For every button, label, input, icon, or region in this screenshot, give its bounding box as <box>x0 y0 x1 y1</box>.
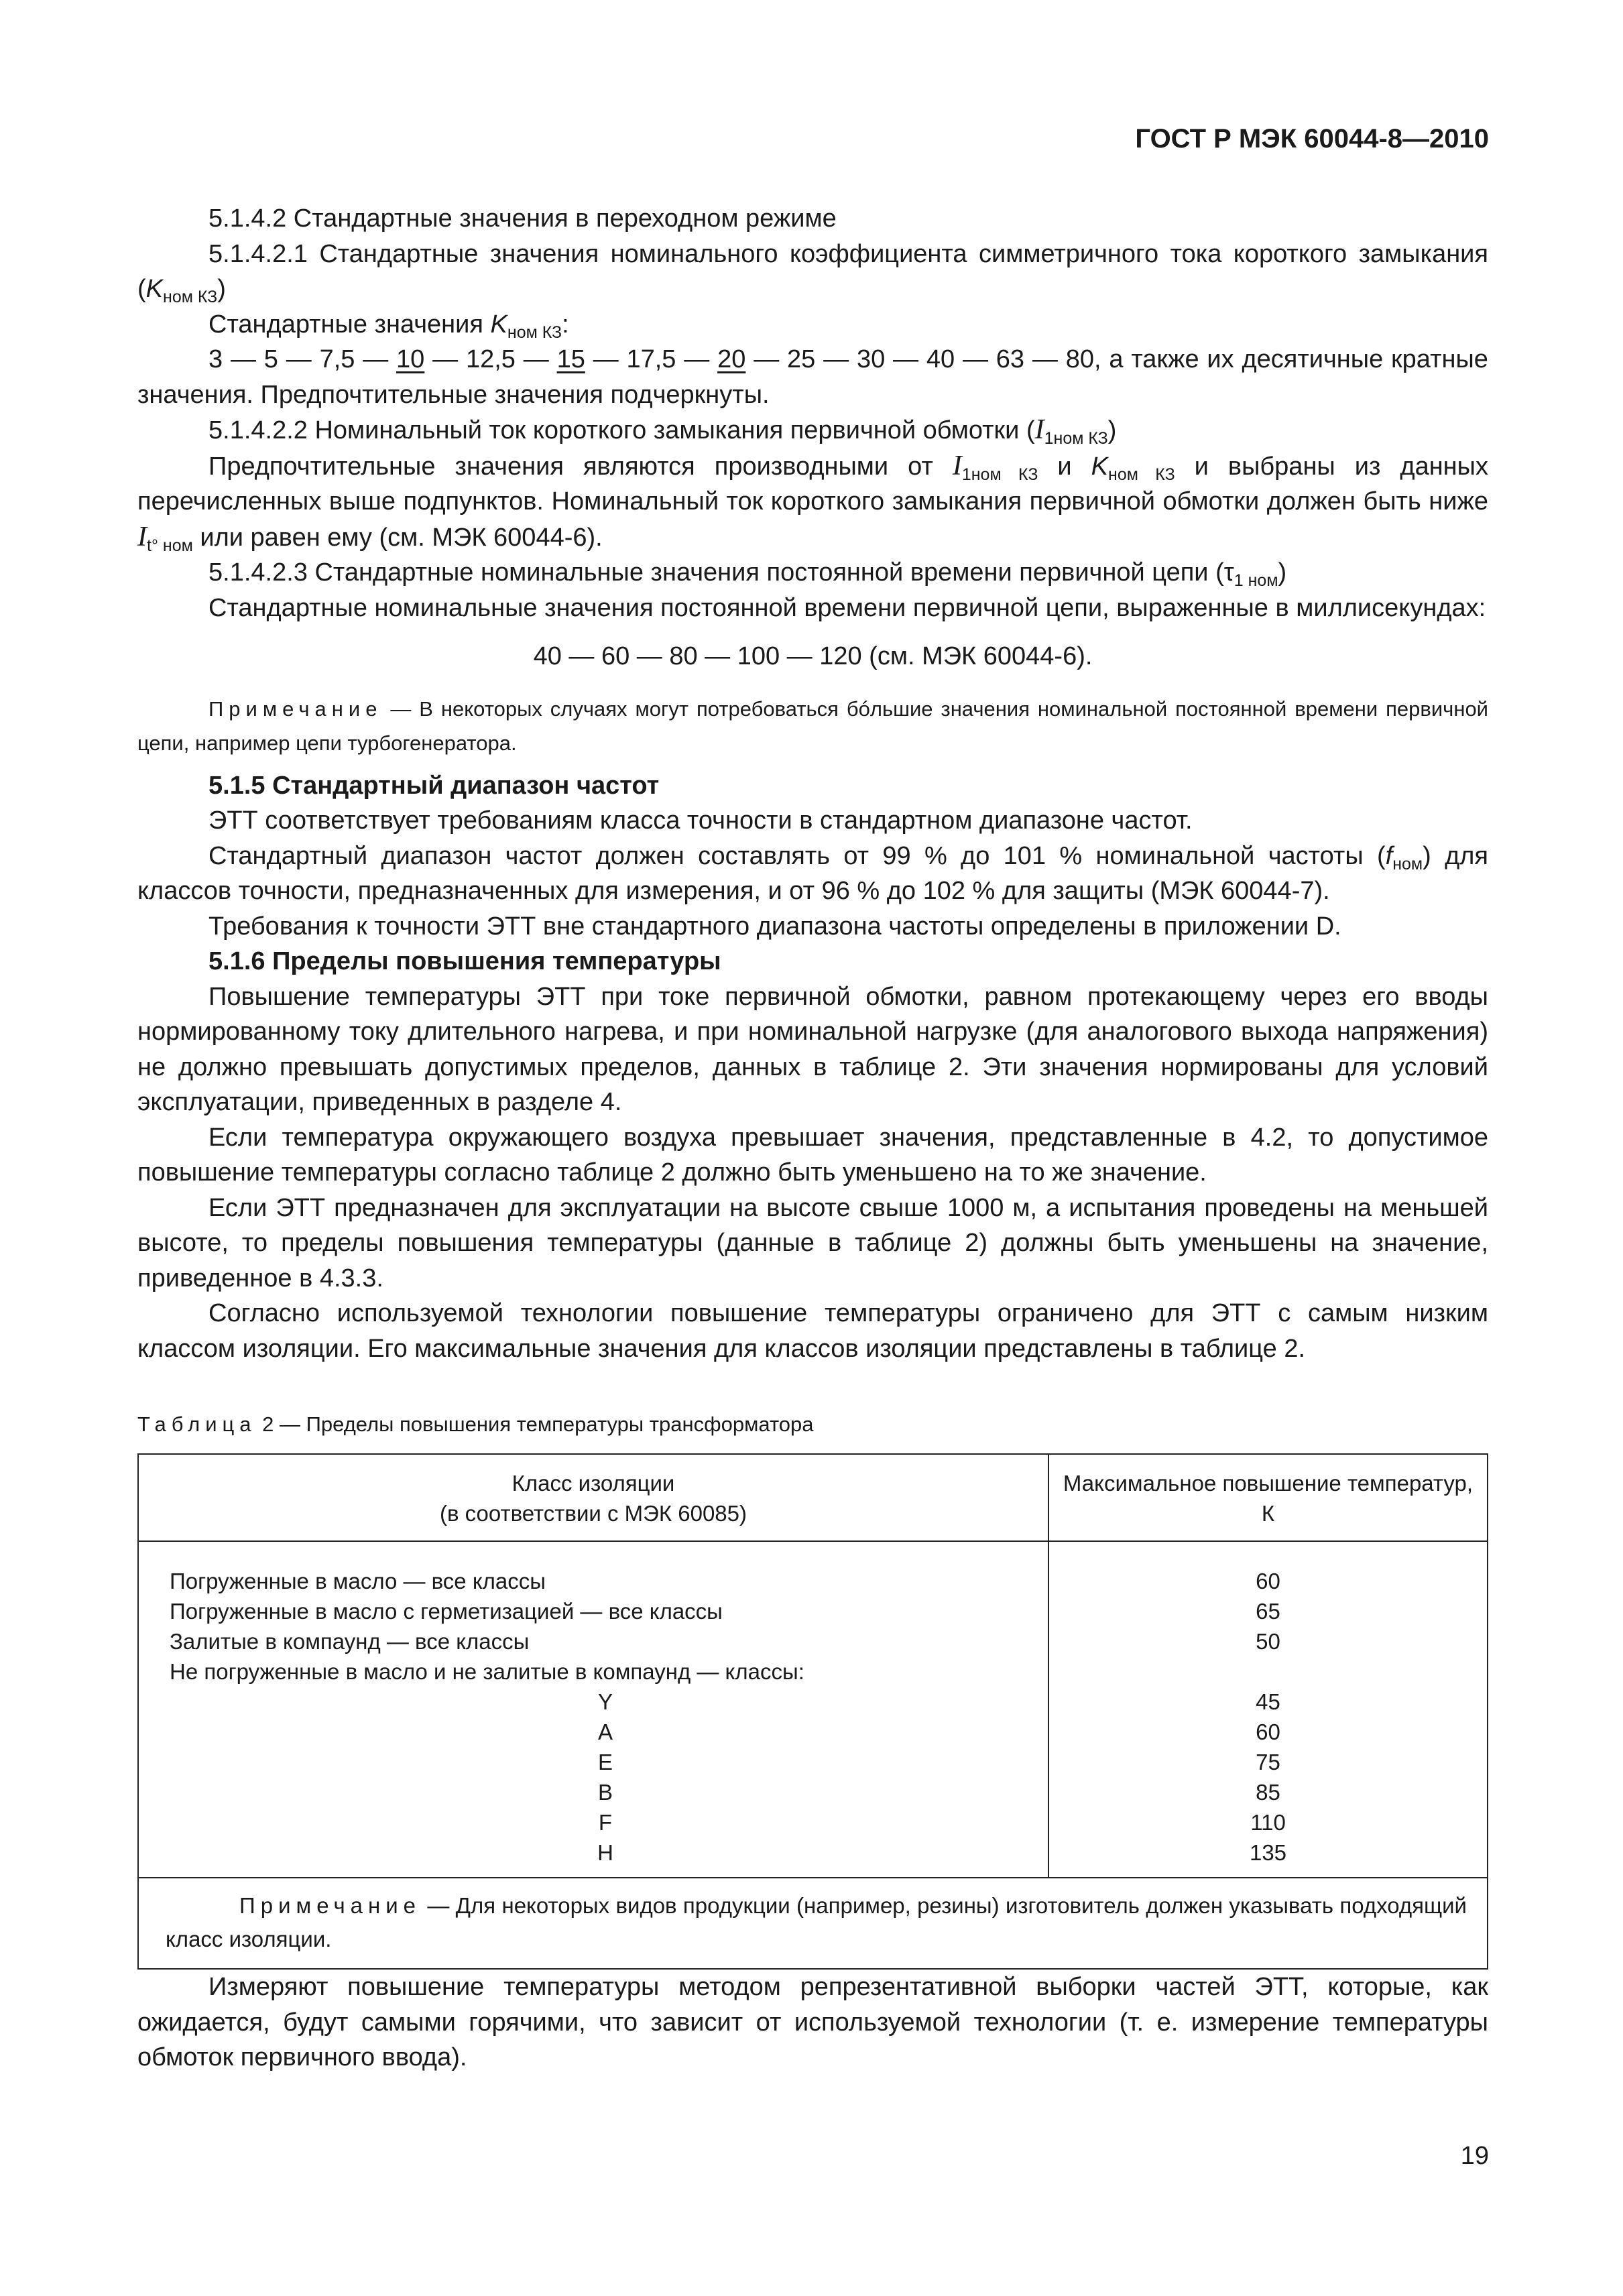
section-5-1-5-title: 5.1.5 Стандартный диапазон частот <box>208 771 660 800</box>
values-intro: Стандартные значения $K_{ном КЗ}$: <box>208 310 569 342</box>
section-5-1-4-2-1-title: 5.1.4.2.1 Стандартные значения номинального коэффициента симметричного тока короткого замыкания $(K_{ном КЗ})$ <box>137 239 1488 306</box>
section-5-1-6-p2: Если температура окружающего воздуха превышает значения, представленные в 4.2, то допустимое повышение температуры согласно таблице 2 должно быть уменьшено на то же значение. <box>137 1123 1488 1187</box>
temperature-rise-table <box>137 1453 1488 1970</box>
table-body-row <box>138 1541 1488 1878</box>
spacer <box>1056 1656 1480 1687</box>
table-caption: Таблица 2 — Пределы повышения температуры трансформатора <box>137 1412 814 1436</box>
standard-values-sequence: 3 — 5 — 7,5 — 10 — 12,5 — 15 — 17,5 — 20 — 25 — 30 — 40 — 63 — 80 <box>208 345 1094 373</box>
note-time-constant: Примечание — В некоторых случаях могут потребоваться бóльшие значения номинальной постоянной времени первичной цепи, например цепи турбогенератора. <box>137 697 1488 755</box>
standard-value: 30 <box>856 345 886 373</box>
page-number: 19 <box>1460 2142 1489 2170</box>
standard-value: 3 <box>208 345 223 373</box>
table-value: 110 <box>1250 1810 1286 1835</box>
preferred-value: 15 <box>556 345 585 373</box>
section-5-1-5-p2: Стандартный диапазон частот должен составлять от 99 % до 101 % номинальной частоты $(f_{ном})$ для классов точности, предназначенных для измерения, и от 96 % до 102 % для защиты (МЭК 60044-7). <box>137 841 1489 905</box>
table-note: Примечание — Для некоторых видов продукции (например, резины) изготовитель должен указывать подходящий класс изоляции. <box>138 1878 1488 1969</box>
table-value: 50 <box>1256 1629 1280 1654</box>
time-constant-formula: 40 — 60 — 80 — 100 — 120 (см. МЭК 60044-6). <box>533 642 1093 670</box>
section-5-1-6-p3: Если ЭТТ предназначен для эксплуатации на высоте свыше 1000 м, а испытания проведены на меньшей высоте, то пределы повышения температуры (данные в таблице 2) должны быть уменьшены на значение, приведенное в 4.3.3. <box>137 1193 1488 1292</box>
table-value: 65 <box>1256 1599 1280 1624</box>
table-value: 60 <box>1256 1719 1280 1744</box>
section-5-1-5-p3: Требования к точности ЭТТ вне стандартного диапазона частоты определены в приложении D. <box>208 912 1341 941</box>
class-letter: A <box>597 1719 613 1744</box>
section-5-1-4-2-title: 5.1.4.2 Стандартные значения в переходном режиме <box>208 204 837 233</box>
table-row: Погруженные в масло с герметизацией — все классы <box>170 1599 723 1624</box>
document-id-header: ГОСТ Р МЭК 60044-8—2010 <box>1135 124 1489 154</box>
preferred-value: 20 <box>717 345 746 373</box>
standard-values-paragraph: 3 — 5 — 7,5 — 10 — 12,5 — 15 — 17,5 — 20 — 25 — 30 — 40 — 63 — 80, а также их десятичные кратные значения. Предпочтительные значения подчеркнуты. <box>137 345 1488 409</box>
table-row: Погруженные в масло — все классы <box>170 1569 546 1593</box>
standard-value: 5 <box>263 345 278 373</box>
column-header-max-temperature-rise: Максимальное повышение температур, К <box>1048 1454 1488 1541</box>
preferred-value: 10 <box>396 345 425 373</box>
column-header-insulation-class: Класс изоляции (в соответствии с МЭК 60085) <box>138 1454 1048 1541</box>
section-5-1-4-2-2-title: 5.1.4.2.2 Номинальный ток короткого замыкания первичной обмотки $(I_{1ном КЗ})$ <box>208 414 1117 448</box>
section-5-1-6-p4: Согласно используемой технологии повышение температуры ограничено для ЭТТ с самым низким классом изоляции. Его максимальные значения для классов изоляции представлены в таблице 2. <box>137 1299 1488 1363</box>
table-value: 75 <box>1256 1750 1280 1774</box>
standard-value: 80 <box>1065 345 1094 373</box>
time-constant-paragraph: Стандартные номинальные значения постоянной времени первичной цепи, выраженные в миллисекундах: <box>208 593 1486 622</box>
table-note-row <box>138 1878 1488 1969</box>
standard-value: 40 <box>926 345 955 373</box>
class-letter: B <box>597 1780 613 1805</box>
preferred-values-paragraph: Предпочтительные значения являются производными от $I_{1ном КЗ}$ и $K_{ном КЗ}$ и выбраны из данных перечисленных выше подпунктов. Номинальный ток короткого замыкания первичной обмотки должен быть ниже $I_{t^\circ ном}$ или равен ему (см. МЭК 60044-6). <box>137 450 1488 555</box>
standard-value: 25 <box>787 345 816 373</box>
temperature-rise-cell <box>1048 1541 1488 1878</box>
table-row: Залитые в компаунд — все классы <box>170 1629 530 1654</box>
class-letter: H <box>597 1840 613 1865</box>
section-5-1-5-p1: ЭТТ соответствует требованиям класса точности в стандартном диапазоне частот. <box>208 806 1193 835</box>
after-table-paragraph: Измеряют повышение температуры методом репрезентативной выборки частей ЭТТ, которые, как ожидается, будут самыми горячими, что зависит от используемой технологии (т. е. измерение температуры обмоток первичного ввода). <box>137 1973 1488 2071</box>
table-header-row <box>138 1454 1488 1541</box>
page-content <box>137 201 1488 2075</box>
table-value: 60 <box>1256 1569 1280 1593</box>
section-5-1-6-title: 5.1.6 Пределы повышения температуры <box>208 947 721 975</box>
table-value: 45 <box>1256 1689 1280 1714</box>
standard-value: 7,5 <box>319 345 355 373</box>
section-5-1-4-2-3-title: 5.1.4.2.3 Стандартные номинальные значения постоянной времени первичной цепи $(\tau_{1 ном})$ <box>208 558 1287 590</box>
class-letter: Y <box>597 1689 613 1714</box>
standard-value: 12,5 <box>465 345 516 373</box>
section-5-1-6-p1: Повышение температуры ЭТТ при токе первичной обмотки, равном протекающему через его вводы нормированному току длительного нагрева, и при номинальной нагрузке (для аналогового выхода напряжения) не должно превышать допустимых пределов, данных в таблице 2. Эти значения нормированы для условий эксплуатации, приведенных в разделе 4. <box>137 982 1488 1116</box>
class-letter: E <box>597 1750 613 1774</box>
insulation-class-cell <box>138 1541 1048 1878</box>
standard-value: 63 <box>996 345 1025 373</box>
class-letter: F <box>598 1810 613 1835</box>
table-value: 85 <box>1256 1780 1280 1805</box>
table-value: 135 <box>1249 1840 1287 1865</box>
standard-value: 17,5 <box>626 345 676 373</box>
group-label: Не погруженные в масло и не залитые в компаунд — классы: <box>170 1659 804 1684</box>
